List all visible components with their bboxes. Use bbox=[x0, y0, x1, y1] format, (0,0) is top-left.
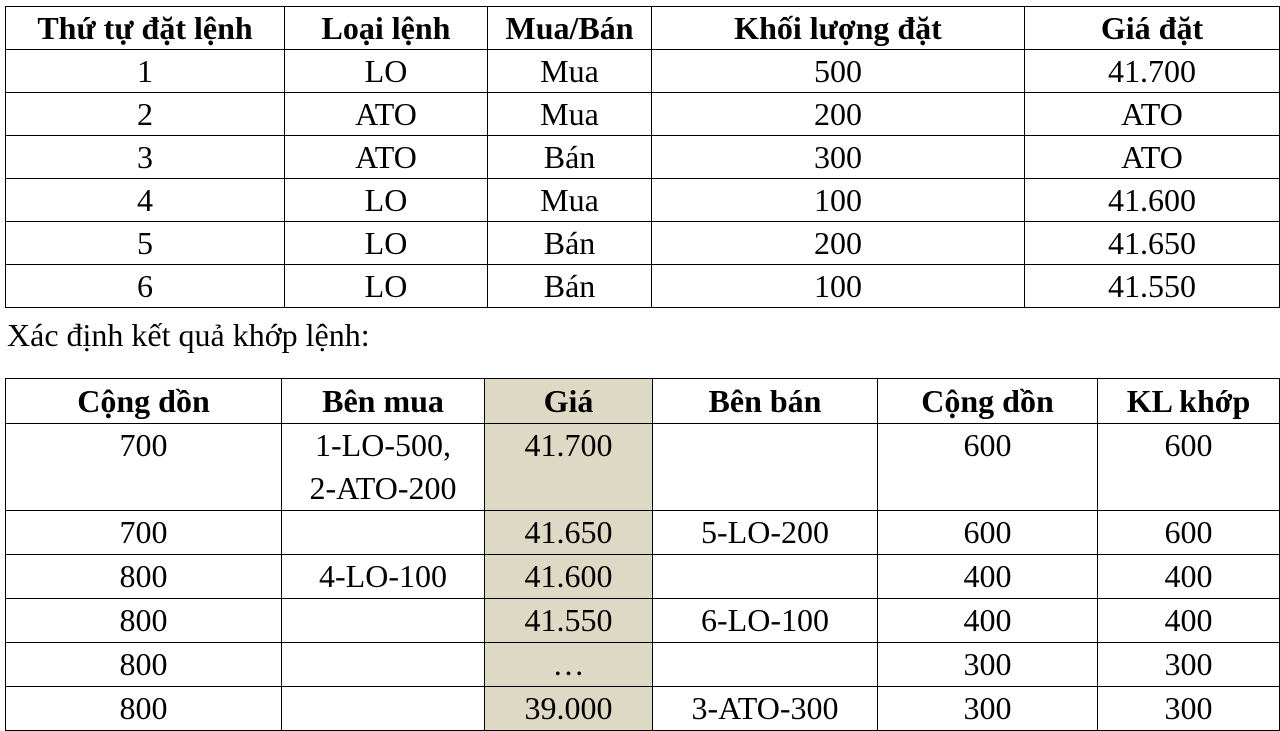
sell-cumulative: 300 bbox=[878, 643, 1098, 687]
order-number: 6 bbox=[6, 265, 285, 308]
buy-cumulative: 800 bbox=[6, 687, 282, 731]
orders-header-order-number: Thứ tự đặt lệnh bbox=[6, 7, 285, 50]
matched-volume: 300 bbox=[1098, 687, 1280, 731]
matched-volume: 400 bbox=[1098, 599, 1280, 643]
orders-header-row bbox=[6, 7, 1280, 50]
order-type: LO bbox=[285, 50, 488, 93]
table-row bbox=[6, 179, 1280, 222]
orders-header-buy-sell: Mua/Bán bbox=[488, 7, 652, 50]
order-side: Bán bbox=[488, 222, 652, 265]
buy-orders: 1-LO-500, 2-ATO-200 bbox=[282, 424, 485, 511]
buy-cumulative: 700 bbox=[6, 424, 282, 511]
matched-volume: 600 bbox=[1098, 424, 1280, 511]
order-type: ATO bbox=[285, 136, 488, 179]
price-level: 41.550 bbox=[485, 599, 653, 643]
sell-orders: 3-ATO-300 bbox=[653, 687, 878, 731]
order-price: 41.700 bbox=[1025, 50, 1280, 93]
order-price: ATO bbox=[1025, 136, 1280, 179]
order-side: Mua bbox=[488, 93, 652, 136]
matched-volume: 400 bbox=[1098, 555, 1280, 599]
matching-header-sell-side: Bên bán bbox=[653, 379, 878, 424]
buy-cumulative: 800 bbox=[6, 599, 282, 643]
sell-orders bbox=[653, 643, 878, 687]
table-row bbox=[6, 222, 1280, 265]
price-level: 41.700 bbox=[485, 424, 653, 511]
buy-orders bbox=[282, 687, 485, 731]
table-row bbox=[6, 687, 1280, 731]
order-side: Bán bbox=[488, 265, 652, 308]
buy-orders bbox=[282, 643, 485, 687]
orders-header-price: Giá đặt bbox=[1025, 7, 1280, 50]
order-number: 1 bbox=[6, 50, 285, 93]
sell-cumulative: 300 bbox=[878, 687, 1098, 731]
order-quantity: 200 bbox=[652, 222, 1025, 265]
order-number: 5 bbox=[6, 222, 285, 265]
sell-cumulative: 600 bbox=[878, 424, 1098, 511]
matching-header-price: Giá bbox=[485, 379, 653, 424]
sell-orders: 5-LO-200 bbox=[653, 511, 878, 555]
matching-header-row bbox=[6, 379, 1280, 424]
matching-table bbox=[5, 378, 1280, 731]
sell-cumulative: 400 bbox=[878, 555, 1098, 599]
buy-cumulative: 700 bbox=[6, 511, 282, 555]
matching-header-matched-volume: KL khớp bbox=[1098, 379, 1280, 424]
orders-header-quantity: Khối lượng đặt bbox=[652, 7, 1025, 50]
table-row bbox=[6, 555, 1280, 599]
matching-header-sell-cumulative: Cộng dồn bbox=[878, 379, 1098, 424]
table-row bbox=[6, 50, 1280, 93]
price-level: 39.000 bbox=[485, 687, 653, 731]
buy-orders bbox=[282, 599, 485, 643]
order-quantity: 100 bbox=[652, 179, 1025, 222]
table-row bbox=[6, 511, 1280, 555]
sell-cumulative: 400 bbox=[878, 599, 1098, 643]
buy-cumulative: 800 bbox=[6, 643, 282, 687]
order-side: Mua bbox=[488, 50, 652, 93]
sell-cumulative: 600 bbox=[878, 511, 1098, 555]
order-number: 4 bbox=[6, 179, 285, 222]
sell-orders bbox=[653, 424, 878, 511]
table-row bbox=[6, 424, 1280, 511]
matched-volume: 300 bbox=[1098, 643, 1280, 687]
order-price: 41.600 bbox=[1025, 179, 1280, 222]
price-level: 41.600 bbox=[485, 555, 653, 599]
order-side: Mua bbox=[488, 179, 652, 222]
order-price: ATO bbox=[1025, 93, 1280, 136]
orders-table bbox=[5, 6, 1280, 308]
order-quantity: 200 bbox=[652, 93, 1025, 136]
table-row bbox=[6, 265, 1280, 308]
order-number: 2 bbox=[6, 93, 285, 136]
order-quantity: 300 bbox=[652, 136, 1025, 179]
sell-orders bbox=[653, 555, 878, 599]
matching-header-buy-cumulative: Cộng dồn bbox=[6, 379, 282, 424]
matching-caption: Xác định kết quả khớp lệnh: bbox=[7, 317, 370, 353]
matched-volume: 600 bbox=[1098, 511, 1280, 555]
order-type: LO bbox=[285, 222, 488, 265]
table-row bbox=[6, 93, 1280, 136]
order-quantity: 500 bbox=[652, 50, 1025, 93]
order-price: 41.550 bbox=[1025, 265, 1280, 308]
buy-orders bbox=[282, 511, 485, 555]
orders-header-order-type: Loại lệnh bbox=[285, 7, 488, 50]
order-type: LO bbox=[285, 265, 488, 308]
buy-cumulative: 800 bbox=[6, 555, 282, 599]
sell-orders: 6-LO-100 bbox=[653, 599, 878, 643]
order-number: 3 bbox=[6, 136, 285, 179]
buy-orders: 4-LO-100 bbox=[282, 555, 485, 599]
matching-header-buy-side: Bên mua bbox=[282, 379, 485, 424]
price-level: 41.650 bbox=[485, 511, 653, 555]
table-row bbox=[6, 136, 1280, 179]
price-level: … bbox=[485, 643, 653, 687]
order-type: ATO bbox=[285, 93, 488, 136]
table-row bbox=[6, 599, 1280, 643]
order-quantity: 100 bbox=[652, 265, 1025, 308]
table-row bbox=[6, 643, 1280, 687]
order-side: Bán bbox=[488, 136, 652, 179]
order-type: LO bbox=[285, 179, 488, 222]
order-price: 41.650 bbox=[1025, 222, 1280, 265]
